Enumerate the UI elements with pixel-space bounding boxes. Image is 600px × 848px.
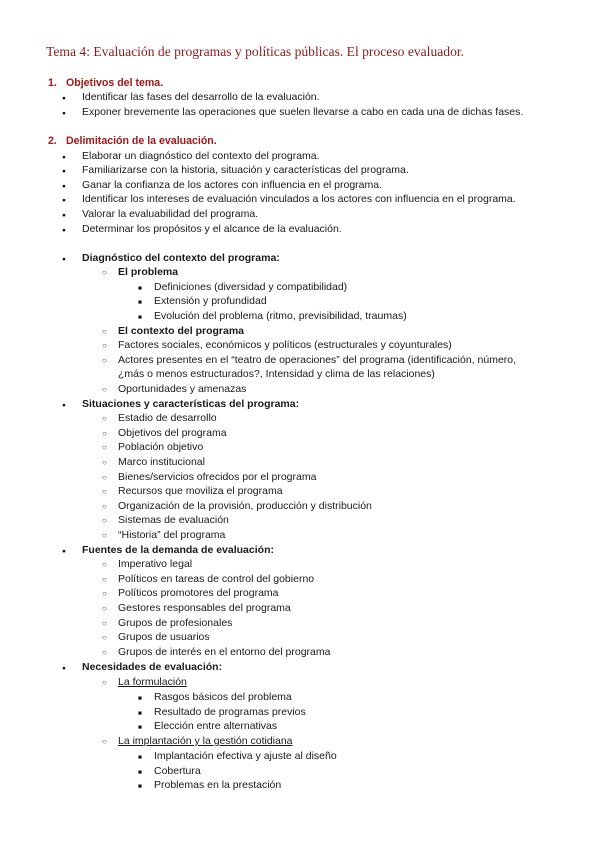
list-item: ■ Rasgos básicos del problema xyxy=(154,691,292,704)
contexto-label: ○ El contexto del programa xyxy=(118,325,244,338)
list-item: ■ Resultado de programas previos xyxy=(154,706,306,719)
list-item: ○ Grupos de usuarios xyxy=(118,631,210,644)
necesidades-heading: ● Necesidades de evaluación: xyxy=(82,661,222,674)
list-item: ○ Objetivos del programa xyxy=(118,427,227,440)
section-heading-2: 2. Delimitación de la evaluación. xyxy=(48,135,217,147)
fuentes-heading: ● Fuentes de la demanda de evaluación: xyxy=(82,544,274,557)
list-item: ○ Estadio de desarrollo xyxy=(118,412,217,425)
list-item: ● Determinar los propósitos y el alcance de la evaluación. xyxy=(82,223,342,236)
list-item: ○ Bienes/servicios ofrecidos por el programa xyxy=(118,471,316,484)
list-item: ○ Políticos promotores del programa xyxy=(118,587,279,600)
formulacion-label: ○ La formulación xyxy=(118,676,187,689)
list-item: ○ Factores sociales, económicos y políticos (estructurales y coyunturales) xyxy=(118,339,452,352)
list-item: ● Valorar la evaluabilidad del programa. xyxy=(82,208,258,221)
list-item: ○ Gestores responsables del programa xyxy=(118,602,291,615)
implantacion-label: ○ La implantación y la gestión cotidiana xyxy=(118,735,293,748)
list-item: ○ Grupos de interés en el entorno del programa xyxy=(118,646,330,659)
document-title: Tema 4: Evaluación de programas y políticas públicas. El proceso evaluador. xyxy=(46,44,465,59)
list-item: ○ Marco institucional xyxy=(118,456,205,469)
list-item: ● Exponer brevemente las operaciones que suelen llevarse a cabo en cada una de dichas fases. xyxy=(82,106,523,119)
section-heading-1: 1. Objetivos del tema. xyxy=(48,77,164,89)
list-item: ○ Sistemas de evaluación xyxy=(118,514,229,527)
list-item: ● Familiarizarse con la historia, situación y características del programa. xyxy=(82,164,409,177)
problema-label: ○ El problema xyxy=(118,266,178,279)
list-item-continuation: ¿más o menos estructurados?, Intensidad y clima de las relaciones) xyxy=(118,368,435,380)
list-item: ○ Grupos de profesionales xyxy=(118,617,232,630)
list-item: ○ Organización de la provisión, producción y distribución xyxy=(118,500,372,513)
list-item: ○ Actores presentes en el “teatro de operaciones” del programa (identificación, número, xyxy=(118,354,516,367)
list-item: ○ Políticos en tareas de control del gobierno xyxy=(118,573,314,586)
list-item: ○ “Historia” del programa xyxy=(118,529,225,542)
list-item: ■ Elección entre alternativas xyxy=(154,720,277,733)
list-item: ■ Implantación efectiva y ajuste al diseño xyxy=(154,750,337,763)
list-item: ■ Extensión y profundidad xyxy=(154,295,267,308)
list-item: ■ Problemas en la prestación xyxy=(154,779,281,792)
list-item: ○ Oportunidades y amenazas xyxy=(118,383,246,396)
diagnostico-heading: ● Diagnóstico del contexto del programa: xyxy=(82,252,280,265)
list-item: ○ Imperativo legal xyxy=(118,558,192,571)
list-item: ○ Población objetivo xyxy=(118,441,203,454)
situaciones-heading: ● Situaciones y características del programa: xyxy=(82,398,299,411)
list-item: ● Elaborar un diagnóstico del contexto del programa. xyxy=(82,150,320,163)
list-item: ■ Cobertura xyxy=(154,765,201,778)
list-item: ○ Recursos que moviliza el programa xyxy=(118,485,283,498)
list-item: ● Ganar la confianza de los actores con influencia en el programa. xyxy=(82,179,382,192)
list-item: ■ Definiciones (diversidad y compatibilidad) xyxy=(154,281,347,294)
list-item: ■ Evolución del problema (ritmo, previsibilidad, traumas) xyxy=(154,310,407,323)
list-item: ● Identificar los intereses de evaluación vinculados a los actores con influencia en el programa. xyxy=(82,193,516,206)
list-item: ● Identificar las fases del desarrollo de la evaluación. xyxy=(82,91,320,104)
